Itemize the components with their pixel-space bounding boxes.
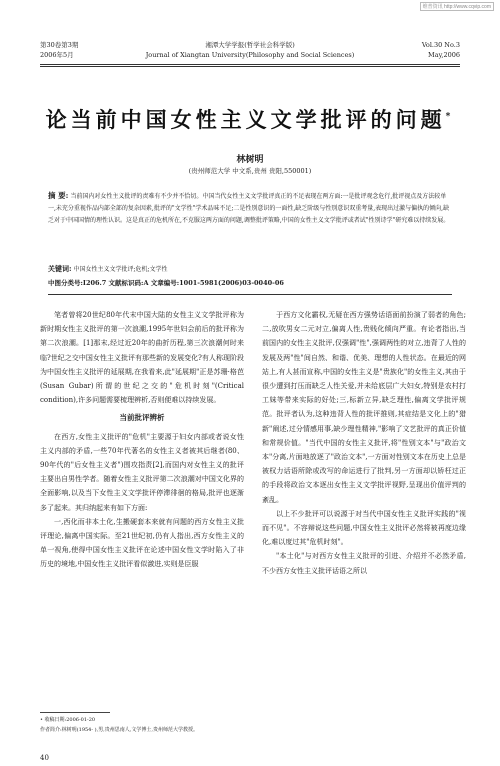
article-title-text: 论当前中国女性主义文学批评的问题 <box>45 107 446 132</box>
article-title <box>40 104 460 134</box>
body-paragraph: "本土化"与对西方女性主义批评的引进、介绍并不必然矛盾,不少西方女性主义批评话语之所以 <box>262 552 466 575</box>
volume-issue: 第30卷第3期 <box>40 41 79 49</box>
keywords-label: 关键词: <box>48 264 72 273</box>
author-affiliation: (贵州师范大学 中文系,贵州 贵阳,550001) <box>188 167 312 175</box>
abstract-label: 摘 要: <box>48 191 69 200</box>
header-rule-thin <box>40 66 460 67</box>
abstract-text: 当前国内对女性主义批评的责难有不少并不恰切。中国当代女性主义文学批评真正的不足表现在两方面:一是批评观念危行,批评视点及方法较单一,未充分重视作品内部全部的复杂因素,批评的"文学性"学术品味不足;二是性别意识的一面性,缺乏阶级与性别意识双重考量,表现出过激与偏执的倾向,缺乏对于中国国情的理性认识。这是真正的危机所在,不克服这两方面的问题,调整批评策略,中国的女性主义文学批评或者试"性别诗学"研究难以持续发展。 <box>48 193 450 224</box>
body-paragraph: 以上不少批评可以说源于对当代中国女性主义批评实践的"视而不见"。不容辩说这些问题,中国女性主义批评必然将被再度边缘化,难以度过其"危机时刻"。 <box>262 509 466 547</box>
section-heading: 当前批评辨析 <box>119 413 165 423</box>
body-paragraph: 于西方文化霸权,无疑在西方强势话语面前扮演了弱者的角色;二,放吹男女二元对立,偏离人性,贵贱化倾向严重。有论者指出,当前国内的女性主义批评,仅强调"性",强调两性的对立,违背了人性的发展及两"性"间自然、和谐、优美、理想的人性状态。在最近的网站上,有人甚而宣称,中国的女性主义是"贵族化"的女性主义,其由于很少遭到打压而缺乏人性关爱,并未给底层广大妇女,特别是农村打工妹等带来实际的好处;三,标新立异,缺乏理性,偏离文学批评规范。批评者认为,这种违背人性的批评推则,其症结是文化上的"猎新"阐述,过分情感用事,缺少理性精神,"影响了文艺批评的真正价值和常规价值。"当代中国的女性主义批评,将"性别文本"与"政治文本"分离,片面地放逐了"政治文本",一方面对性别文本在历史上总是被权力话语所除或改写的命运进行了批判,另一方面却以矫枉过正的手段将政治文本逐出女性主义文学批评视野,呈现出价值评判的紊乱。 <box>262 311 466 504</box>
watermark: 维普资讯 http://www.cqvip.com <box>420 2 494 11</box>
footnote-received: • 收稿日期:2006-01-20 <box>40 717 96 723</box>
keywords-text: 中国女性主义文学批评;危机;文学性 <box>73 266 168 273</box>
issue-date-en: May,2006 <box>428 51 460 59</box>
journal-title-en: Journal of Xiangtan University(Philosophy and Social Sciences) <box>145 51 355 59</box>
journal-title-cn: 湘潭大学学报(哲学社会科学版) <box>205 41 295 49</box>
footnote-rule <box>40 712 110 713</box>
abstract-rule <box>48 294 452 295</box>
classification-line: 中图分类号:I206.7 文献标识码:A 文章编号:1001-5981(2006)03-0040-06 <box>48 279 284 287</box>
body-column-right <box>262 308 466 578</box>
header-rule <box>40 64 460 65</box>
body-paragraph: 笔者曾将20世纪80年代末中国大陆的女性主义文学批评称为新时期女性主义批评的第一次浪潮,1995年世妇会前后的批评称为第二次浪潮。[1]那末,经过近20年的曲折历程,第三次浪潮何时来临?世纪之交中国女性主义批评有那些新的发展变化?有人称现阶段为中国女性主义批评的延展期,在我看来,此"延展期"正是苏珊·格芭(Susan Gubar)所谓的世纪之交的"危机时刻"(Critical condition),许多问题需要梳理辨析,否则便难以持续发展。 <box>40 311 244 405</box>
keywords <box>48 264 452 274</box>
body-paragraph: 在西方,女性主义批评的"危机"主要源于妇女内部或者说女性主义内部的矛盾,一些70年代著名的女性主义者被其后继者(80、90年代的"后女性主义者")围攻指责[2],而国内对女性主义的批评主要出自男性学者。随着女性主义批评第二次浪潮对中国文化界的全面影响,以及当下女性主义文学批评停滞徘徊的格局,批评也逐渐多了起来。其归纳起来有如下方面: <box>40 432 244 512</box>
received-date: 收稿日期:2006-01-20 <box>44 717 96 723</box>
issue-date: 2006年5月 <box>40 51 74 59</box>
footnote-author-bio: 作者简介:林树明(1954- ),男,贵州思南人,文学博士,贵州师范大学教授。 <box>40 727 198 733</box>
body-paragraph: 一,西化而非本土化,生搬硬套本来就有问题的西方女性主义批评理论,偏离中国实际。至21世纪初,仍有人指出,西方女性主义的单一视角,使得中国女性主义批评在论述中国女性文学时陷入了非历史的境地,中国女性主义批评看似激进,实则是臣服 <box>40 517 244 569</box>
author-name: 林树明 <box>236 155 264 165</box>
title-footnote-mark: * <box>445 112 455 122</box>
abstract <box>48 190 452 227</box>
page-number: 40 <box>40 754 49 762</box>
body-column-left <box>40 308 244 572</box>
volume-issue-en: Vol.30 No.3 <box>421 41 460 49</box>
